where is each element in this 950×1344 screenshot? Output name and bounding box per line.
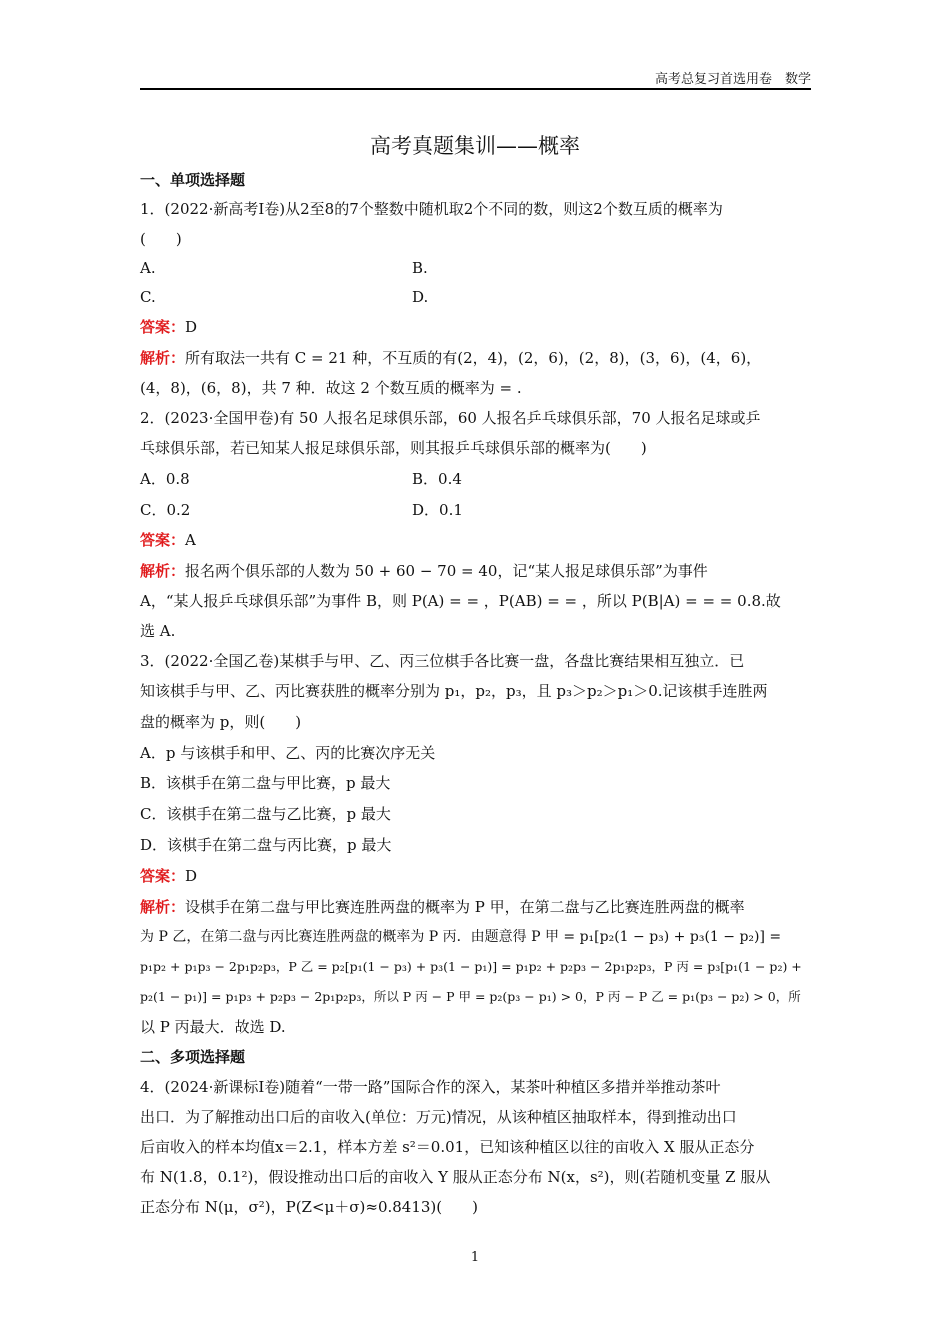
q3-option-a: A．p 与该棋手和甲、乙、丙的比赛次序无关: [140, 744, 436, 762]
q1-option-b: B.: [412, 259, 428, 277]
q1-stem-line2: ( ): [140, 230, 182, 248]
q4-stem-line4: 布 N(1.8，0.1²)，假设推动出口后的亩收入 Y 服从正态分布 N(x，s²)，则(若随机变量 Z 服从: [140, 1168, 771, 1186]
page-title: 高考真题集训——概率: [370, 134, 580, 158]
q2-answer: [140, 530, 812, 550]
q3-option-b: B．该棋手在第二盘与甲比赛，p 最大: [140, 774, 391, 792]
q3-analysis-line5: 以 P 丙最大．故选 D.: [140, 1018, 286, 1036]
q3-analysis-line3: p₁p₂ + p₁p₃ − 2p₁p₂p₃，P 乙 = p₂[p₁(1 − p₃) + p₃(1 − p₁)] = p₁p₂ + p₂p₃ − 2p₁p₂p₃，P 丙 = p₃[p₁(1 − p₂) +: [140, 959, 802, 974]
q2-stem-line2: 乓球俱乐部，若已知某人报足球俱乐部，则其报乒乓球俱乐部的概率为( ): [140, 439, 647, 457]
q3-analysis-line1: [140, 897, 812, 917]
q4-stem-line2: 出口．为了解推动出口后的亩收入(单位：万元)情况，从该种植区抽取样本，得到推动出口: [140, 1108, 737, 1126]
q4-stem-line3: 后亩收入的样本均值x＝2.1，样本方差 s²＝0.01，已知该种植区以往的亩收入 X 服从正态分: [140, 1138, 755, 1156]
q2-analysis-line1: [140, 561, 812, 581]
q1-stem-line1: 1．(2022·新高考Ⅰ卷)从2至8的7个整数中随机取2个不同的数，则这2个数互质的概率为: [140, 200, 723, 218]
q3-analysis-line4: p₂(1 − p₁)] = p₁p₃ + p₂p₃ − 2p₁p₂p₃，所以 P 丙 − P 甲 = p₂(p₃ − p₁) > 0，P 丙 − P 乙 = p₁(p₃ − p₂) > 0，所: [140, 989, 801, 1004]
q1-answer: [140, 317, 812, 337]
answer-label: 答案：: [140, 867, 186, 885]
section-heading-single-choice: 一、单项选择题: [140, 171, 246, 189]
analysis-text: 报名两个俱乐部的人数为 50 + 60 − 70 = 40，记“某人报足球俱乐部”为事件: [185, 562, 708, 580]
q1-option-d: D.: [412, 288, 429, 306]
q3-stem-line2: 知该棋手与甲、乙、丙比赛获胜的概率分别为 p₁，p₂，p₃，且 p₃＞p₂＞p₁＞0.记该棋手连胜两: [140, 682, 768, 700]
q3-analysis-line2: 为 P 乙，在第二盘与丙比赛连胜两盘的概率为 P 丙．由题意得 P 甲 = p₁[p₂(1 − p₃) + p₃(1 − p₂)] =: [140, 929, 782, 945]
q3-option-c: C．该棋手在第二盘与乙比赛，p 最大: [140, 805, 391, 823]
q2-option-a: A．0.8: [140, 470, 190, 488]
answer-value: D: [185, 318, 198, 336]
answer-value: D: [185, 867, 198, 885]
analysis-label: 解析：: [140, 349, 186, 367]
q1-option-c: C.: [140, 288, 156, 306]
page-number: 1: [470, 1250, 480, 1265]
q2-option-b: B．0.4: [412, 470, 462, 488]
section-heading-multiple-choice: 二、多项选择题: [140, 1048, 246, 1066]
answer-label: 答案：: [140, 531, 186, 549]
q2-analysis-line3: 选 A.: [140, 622, 176, 640]
q1-option-a: A.: [140, 259, 156, 277]
page-header: 高考总复习首选用卷 数学: [654, 72, 811, 87]
q2-option-c: C．0.2: [140, 501, 191, 519]
q3-option-d: D．该棋手在第二盘与丙比赛，p 最大: [140, 836, 392, 854]
header-rule: [140, 88, 811, 90]
analysis-text: 所有取法一共有 C = 21 种，不互质的有(2，4)，(2，6)，(2，8)，(3，6)，(4，6)，: [185, 349, 762, 367]
analysis-label: 解析：: [140, 898, 186, 916]
q2-analysis-line2: A，“某人报乒乓球俱乐部”为事件 B，则 P(A) = = ，P(AB) = = ，所以 P(B|A) = = = 0.8.故: [140, 592, 781, 610]
q4-stem-line1: 4．(2024·新课标Ⅰ卷)随着“一带一路”国际合作的深入，某茶叶种植区多措并举推动茶叶: [140, 1078, 721, 1096]
answer-value: A: [185, 531, 196, 549]
q3-stem-line1: 3．(2022·全国乙卷)某棋手与甲、乙、丙三位棋手各比赛一盘，各盘比赛结果相互独立．已: [140, 652, 745, 670]
q2-option-d: D．0.1: [412, 501, 463, 519]
q3-answer: [140, 866, 812, 886]
analysis-text: 设棋手在第二盘与甲比赛连胜两盘的概率为 P 甲，在第二盘与乙比赛连胜两盘的概率: [185, 898, 745, 916]
answer-label: 答案：: [140, 318, 186, 336]
analysis-label: 解析：: [140, 562, 186, 580]
q4-stem-line5: 正态分布 N(μ，σ²)，P(Z<μ＋σ)≈0.8413)( ): [140, 1198, 478, 1216]
q3-stem-line3: 盘的概率为 p，则( ): [140, 713, 302, 731]
q2-stem-line1: 2．(2023·全国甲卷)有 50 人报名足球俱乐部，60 人报名乒乓球俱乐部，70 人报名足球或乒: [140, 409, 761, 427]
q1-analysis-line2: (4，8)，(6，8)，共 7 种．故这 2 个数互质的概率为 = .: [140, 379, 522, 397]
q1-analysis-line1: [140, 348, 812, 368]
